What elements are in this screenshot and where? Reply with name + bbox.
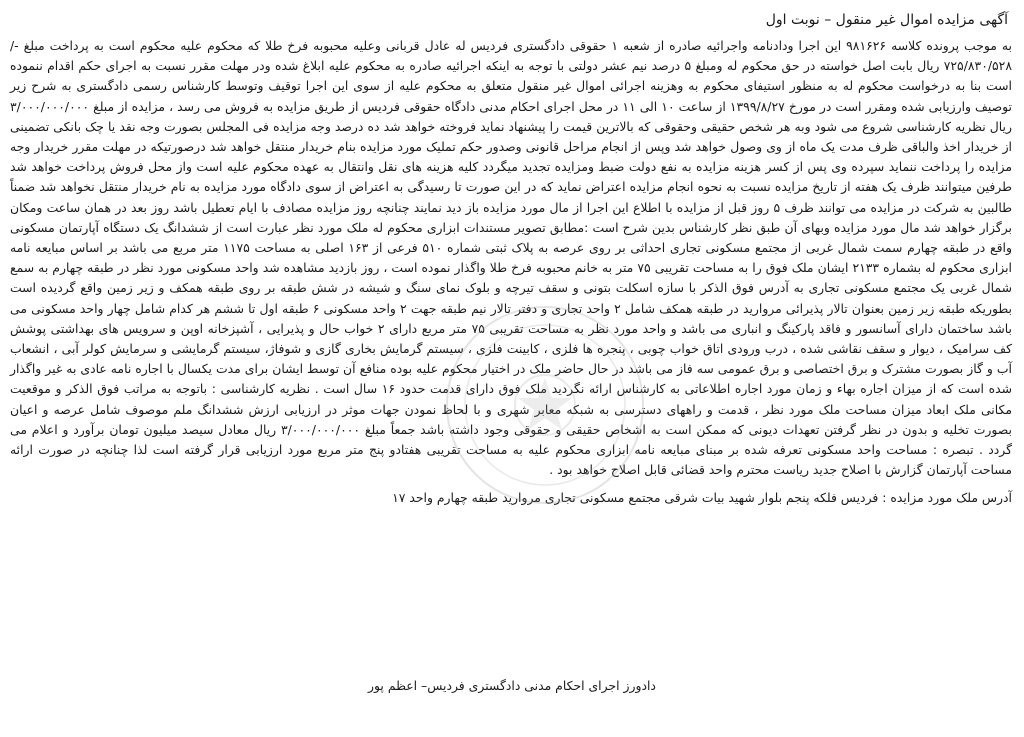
- notice-body: به موجب پرونده کلاسه ۹۸۱۶۲۶ این اجرا ودادنامه واجرائیه صادره از شعبه ۱ حقوقی دادگستری فردیس له عادل قربانی وعلیه محبوبه فرخ طلا که محکوم علیه محکوم است به پرداخت مبلغ -/۷۲۵/۸۳۰/۵۲۸ ریال بابت اصل خواسته در حق محکوم له ومبلغ ۵ درصد نیم عشر دولتی با توجه به اینکه اجرائیه صادره به محکوم علیه ابلاغ شده ودر مهلت مقرر نسبت به اجرای حکم اقدام ننموده است بنا به درخواست محکوم له به منظور استیفای محکوم به وهزینه اجرائی اموال غیر منقول متعلق به محکوم علیه از سوی این اجرا توقیف وتوسط کارشناس رسمی دادگستری به شرح زیر توصیف وارزیابی شده ومقرر است در مورخ ۱۳۹۹/۸/۲۷ از ساعت ۱۰ الی ۱۱ در محل اجرای احکام مدنی دادگاه حقوقی فردیس از طریق مزایده به فروش می رسد ، مزایده از مبلغ ۳/۰۰۰/۰۰۰/۰۰۰ ریال نظریه کارشناسی شروع می شود وبه هر شخص حقیقی وحقوقی که بالاترین قیمت را پیشنهاد نماید فروخته خواهد شد ده درصد وجه مزایده فی المجلس بصورت وجه نقد یا چک بانکی تضمینی از خریدار اخذ والباقی ظرف مدت یک ماه از وی وصول خواهد شد وپس از انجام مراحل قانونی وصدور حکم تملیک مورد مزایده بنام خریدار منتقل خواهد شد درصورتیکه در مهلت مقرر خریدار وجه مزایده را پرداخت ننماید سپرده وی پس از کسر هزینه مزایده به نفع دولت ضبط ومزایده تجدید میگردد کلیه هزینه های نقل وانتقال به عهده محکوم علیه است واز محل فروش پرداخت خواهد شد طرفین میتوانند ظرف یک هفته از تاریخ مزایده نسبت به نحوه انجام مزایده اعتراض نماید که در این صورت تا رسیدگی به اعتراض از سوی دادگاه مورد مزایده به نام خریدار منتقل نخواهد شد ضمناً طالبین به شرکت در مزایده می توانند ظرف ۵ روز قبل از مزایده با اطلاع این اجرا از مال مورد مزایده باز دید نمایند چنانچه روز مزایده مصادف با ایام تعطیل باشد روز بعد در همان ساعت ومکان برگزار خواهد شد مال مورد مزایده وبهای آن طبق نظر کارشناس بدین شرح است :مطابق تصویر مستندات ابزاری محکوم له ملک مورد نظر عبارت است از ششدانگ یک دستگاه آپارتمان مسکونی واقع در طبقه چهارم سمت شمال غربی از مجتمع مسکونی تجاری احداثی بر روی عرصه به پلاک ثبتی شماره ۵۱۰ فرعی از ۱۶۳ اصلی به مساحت ۱۱۷۵ متر مربع می باشد بر اساس مبایعه نامه ابزاری محکوم له بشماره ۲۱۳۳ ایشان ملک فوق را به مساحت تقریبی ۷۵ متر به خانم محبوبه فرخ طلا واگذار نموده است ، روز بازدید مشاهده شد واحد مسکونی مورد نظر در طبقه چهارم به سمع شمال غربی یک مجتمع مسکونی تجاری به آدرس فوق الذکر با سازه اسکلت بتونی و سقف تیرچه و بلوک نمای سنگ و شیشه در شش طبقه بر روی طبقه همکف و زیر زمین واقع گردیده است بطوریکه طبقه زیر زمین بعنوان تالار پذیرائی مروارید در طبقه همکف شامل ۲ واحد تجاری و دفتر تالار نیم طبقه جهت ۲ واحد مسکونی ۶ طبقه اول تا ششم هر کدام شامل چهار واحد مسکونی می باشد ساختمان دارای آسانسور و فاقد پارکینگ و انباری می باشد و واحد مورد نظر به مساحت تقریبی ۷۵ متر مربع دارای ۲ خواب حال و پذیرایی ، آشپزخانه اوپن و سرویس های بهداشتی پوشش کف سرامیک ، دیوار و سقف نقاشی شده ، درب ورودی اتاق خواب چوبی ، پنجره ها فلزی ، کابینت فلزی ، سیستم گرمایش بخاری گازی و شوفاژ، سیستم گرمایشی و سرمایش کولر آبی ، انشعاب آب و گاز بصورت مشترک و برق اختصاصی و برق عمومی سه فاز می باشد در حال حاضر ملک در اختیار محکوم علیه بوده منافع آن توسط ایشان برای مدت یکسال با اجاره نامه عادی به غیر واگذار شده است که از میزان اجاره بهاء و زمان مورد اجاره اطلاعاتی به کارشناس ارائه نگردید ملک فوق دارای قدمت حدود ۱۶ سال است . نظریه کارشناسی : باتوجه به مراتب فوق الذکر و موقعیت مکانی ملک ابعاد میزان مساحت ملک مورد نظر ، قدمت و راههای دسترسی به شبکه معابر شهری و با لحاظ نمودن جهات موثر در ارزیابی ارزش ششدانگ ملم موصوف شامل عرصه و اعیان بصورت تخلیه و بدون در نظر گرفتن تعهدات دیونی که ممکن است به اشخاص حقیقی و حقوقی وجود داشته باشد جمعاً مبلغ ۳/۰۰۰/۰۰۰/۰۰۰ ریال معادل سیصد میلیون تومان برآورد و اعلام می گردد . تبصره : مساحت واحد مسکونی تعرفه شده بر مبنای مبایعه نامه ابزاری محکوم علیه به مساحت تقریبی هفتادو پنج متر مربع مورد ارزیابی قرار گرفته است لذا چنانچه در صورت ارائه مساحت آپارتمان گزارش با اصلاح جدید ریاست محترم واحد قضائی قابل اصلاح خواهد بود .: [10, 38, 1012, 478]
- signature-line: دادورز اجرای احکام مدنی دادگستری فردیس– اعظم پور: [368, 678, 656, 693]
- notice-title: آگهی مزایده اموال غیر منقول – نوبت اول: [765, 12, 1008, 28]
- auction-notice: [10, 10, 1012, 737]
- property-address: آدرس ملک مورد مزایده : فردیس فلکه پنجم بلوار شهید بیات شرقی مجتمع مسکونی تجاری مروارید طبقه چهارم واحد ۱۷: [392, 490, 1012, 506]
